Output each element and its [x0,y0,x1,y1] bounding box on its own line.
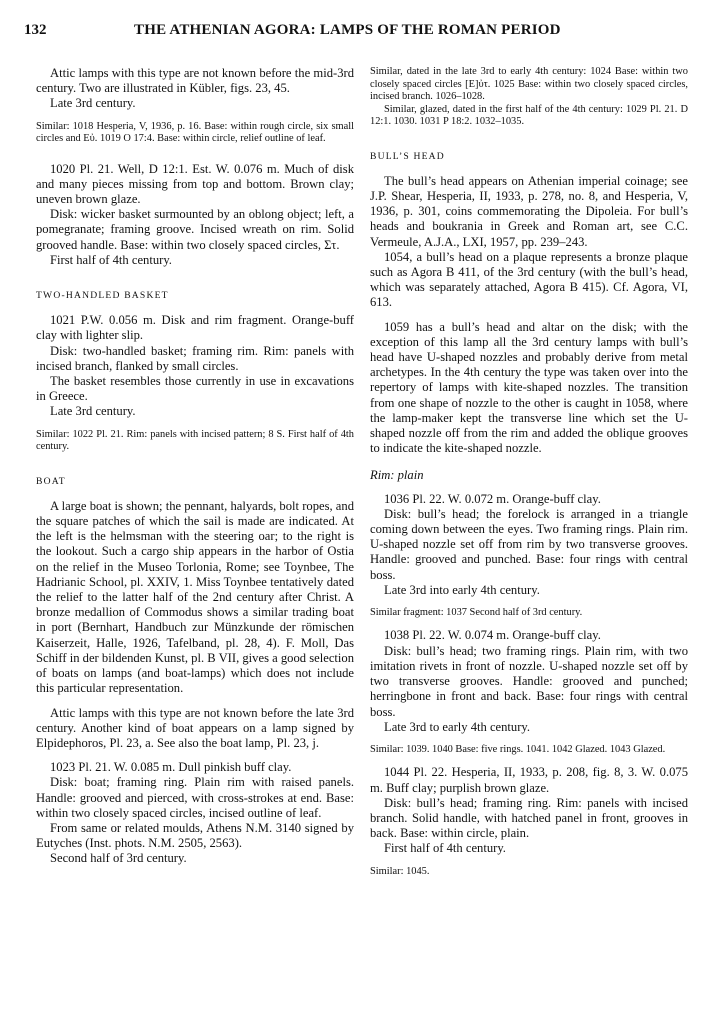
left-column [36,66,354,867]
paragraph: 1038 Pl. 22. W. 0.074 m. Orange-buff clay. [384,628,601,643]
paragraph: First half of 4th century. [50,252,172,267]
section-heading: TWO-HANDLED BASKET [36,290,169,302]
paragraph: 1021 P.W. 0.056 m. Disk and rim fragment. Orange-buff clay with lighter slip. [36,313,354,343]
paragraph: A large boat is shown; the pennant, halyards, bolt ropes, and the square patches of which the sail is made are indicated. At the left is the helmsman with the steering oar; to the right is the lookout. Such a cargo ship appears in the harbor of Ostia on the relief in the Museo Torlonia, Rome; see Toynbee, The Hadrianic School, pl. XXIV, 1. Miss Toynbee tentatively dated the relief to the latter half of the 2nd century after Christ. A bronze medallion of Commodus shows a similar trading boat in port (Bernhart, Handbuch zur Münzkunde der römischen Kaiserzeit, Halle, 1926, Tafelband, pl. 28, 4). F. Moll, Das Schiff in der bildenden Kunst, pl. B VII, gives a good selection of boats on lamps (and boat-lamps) which does not include this particular representation. [36,498,354,696]
paragraph: Disk: bull’s head; framing ring. Rim: panels with incised branch. Solid handle, with hatched panel in front, grooves in back. Base: within circle, plain. [370,795,688,841]
page-number: 132 [24,22,47,38]
paragraph: Late 3rd century. [50,96,136,111]
paragraph: Similar: 1045. [370,865,430,877]
paragraph: Attic lamps with this type are not known before the mid-3rd century. Two are illustrated in Kübler, figs. 23, 45. [36,66,354,96]
paragraph: Similar, dated in the late 3rd to early 4th century: 1024 Base: within two closely spaced circles [E]ὐτ. 1025 Base: within two closely spaced circles, incised branch. 1026–1028. [370,66,688,102]
section-heading: BULL’S HEAD [370,150,445,162]
paragraph: The bull’s head appears on Athenian imperial coinage; see J.P. Shear, Hesperia, II, 1933, p. 278, no. 8, and Hesperia, V, 1936, p. 301, coins commemorating the Dipoleia. For bull’s heads and boukrania in Greek and Roman art, see C.C. Vermeule, A.J.A., LXI, 1957, pp. 239–243. [370,173,688,249]
paragraph: Disk: wicker basket surmounted by an oblong object; left, a pomegranate; framing groove. Incised wreath on rim. Solid grooved handle. Base: within two closely spaced circles, Στ. [36,207,354,252]
paragraph: 1044 Pl. 22. Hesperia, II, 1933, p. 208, fig. 8, 3. W. 0.075 m. Buff clay; purplish brown glaze. [370,765,688,795]
paragraph: Similar: 1039. 1040 Base: five rings. 1041. 1042 Glazed. 1043 Glazed. [370,743,666,755]
paragraph: Late 3rd into early 4th century. [384,582,540,597]
paragraph: Second half of 3rd century. [50,851,187,866]
paragraph: Attic lamps with this type are not known before the late 3rd century. Another kind of boat appears on a lamp signed by Elpidephoros, Pl. 23, a. See also the boat lamp, Pl. 23, j. [36,705,354,750]
section-heading: BOAT [36,475,66,487]
paragraph: Similar: 1022 Pl. 21. Rim: panels with incised pattern; 8 S. First half of 4th century. [36,428,354,453]
paragraph: Similar: 1018 Hesperia, V, 1936, p. 16. Base: within rough circle, six small circles and Eὐ. 1019 O 17:4. Base: within circle, relief outline of leaf. [36,120,354,145]
paragraph: Disk: bull’s head; two framing rings. Plain rim, with two imitation rivets in front of nozzle. U-shaped nozzle set off by two transverse grooves. Handle: grooved and punched; herringbone in front and back. Base: four rings with central boss. [370,643,688,719]
paragraph: The basket resembles those currently in use in excavations in Greece. [36,374,354,404]
paragraph: From same or related moulds, Athens N.M. 3140 signed by Eutyches (Inst. phots. N.M. 2505, 2563). [36,820,354,851]
right-column [370,66,688,878]
paragraph: Similar, glazed, dated in the first half of the 4th century: 1029 Pl. 21. D 12:1. 1030. 1031 P 18:2. 1032–1035. [370,103,688,127]
paragraph: Disk: bull’s head; the forelock is arranged in a triangle coming down between the eyes. Two framing rings. Plain rim. U-shaped nozzle set off from rim by two transverse grooves. Handle: grooved and punched. Base: four rings with central boss. [370,506,688,582]
paragraph: Disk: two-handled basket; framing rim. Rim: panels with incised branch, flanked by small circles. [36,343,354,373]
paragraph: Similar fragment: 1037 Second half of 3rd century. [370,606,583,618]
paragraph: 1059 has a bull’s head and altar on the disk; with the exception of this lamp all the 3rd century lamps with bull’s head have U-shaped nozzles and probably derive from metal archetypes. In the 4th century the type was taken over into the repertory of lamps with kite-shaped nozzles. The transition from one shape of nozzle to the other is caught in 1058, where the lamp-maker kept the transverse line which set the U-shaped nozzle off from the rim and added the oblique grooves to indicate the kite-shaped nozzle. [370,319,688,456]
paragraph: 1023 Pl. 21. W. 0.085 m. Dull pinkish buff clay. [50,760,292,775]
page-header [24,22,704,48]
paragraph: 1054, a bull’s head on a plaque represents a bronze plaque such as Agora B 411, of the 3rd century (with the bull’s head, which was separately attached, Agora B 415). Cf. Agora, VI, 613. [370,249,688,310]
paragraph: Late 3rd century. [50,404,136,419]
section-heading: Rim: plain [370,468,424,483]
running-title: THE ATHENIAN AGORA: LAMPS OF THE ROMAN PERIOD [134,22,561,38]
paragraph: Late 3rd to early 4th century. [384,719,531,734]
paragraph: 1036 Pl. 22. W. 0.072 m. Orange-buff clay. [384,491,601,506]
paragraph: 1020 Pl. 21. Well, D 12:1. Est. W. 0.076 m. Much of disk and many pieces missing from top and bottom. Brown clay; uneven brown glaze. [36,161,354,207]
paragraph: First half of 4th century. [384,841,506,856]
paragraph: Disk: boat; framing ring. Plain rim with raised panels. Handle: grooved and pierced, with cross-strokes at end. Base: within two closely spaced circles, incised outline of leaf. [36,775,354,820]
